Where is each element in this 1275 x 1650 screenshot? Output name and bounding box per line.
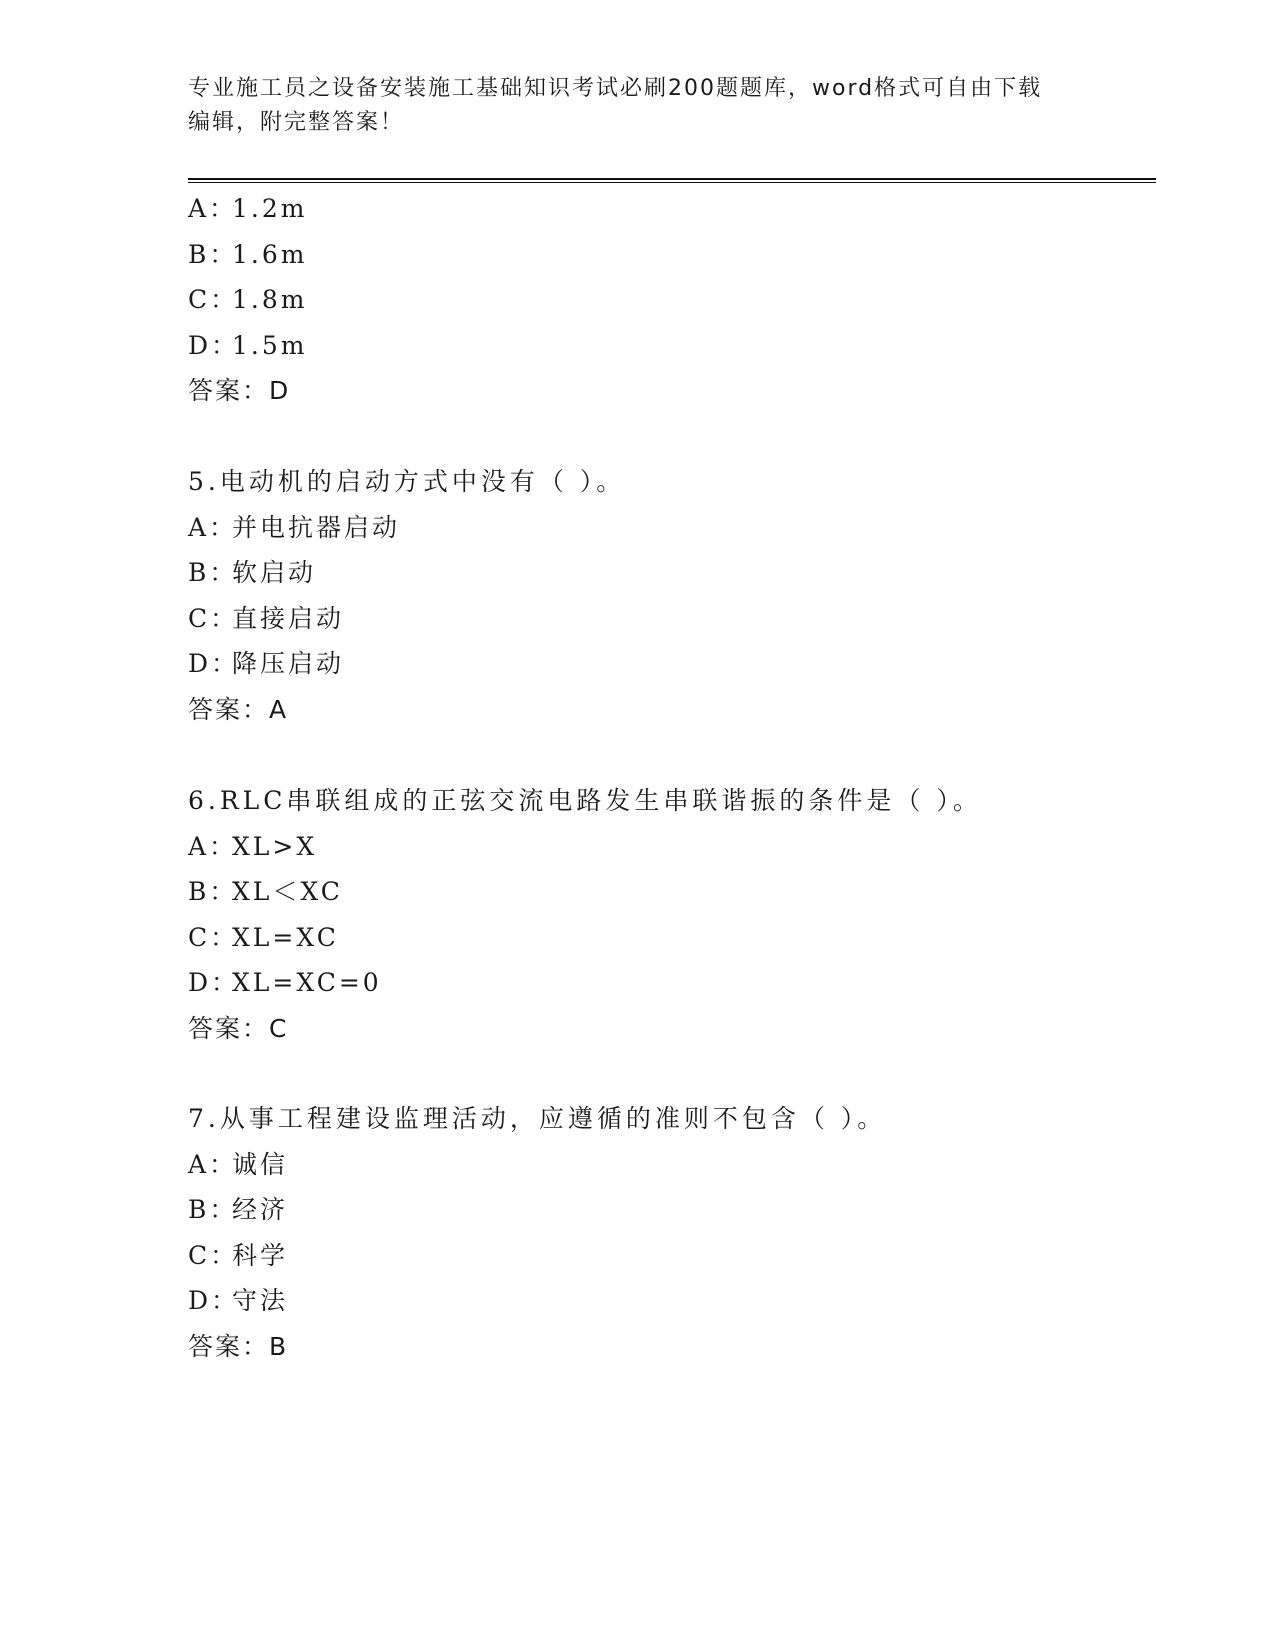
question-6-block <box>188 778 1156 1051</box>
option-text: XL>X <box>232 831 318 861</box>
option-key: D： <box>188 1286 240 1315</box>
option-a <box>188 1142 1156 1188</box>
option-text: 1.8m <box>232 285 308 314</box>
question-text: 6.RLC串联组成的正弦交流电路发生串联谐振的条件是（ ）。 <box>188 786 982 815</box>
header-divider <box>188 178 1156 183</box>
option-key: C： <box>188 1240 239 1270</box>
question-4-block <box>188 186 1156 414</box>
option-text: 守法 <box>232 1286 289 1315</box>
question-text: 7.从事工程建设监理活动，应遵循的准则不包含（ ）。 <box>188 1104 887 1133</box>
option-key: C： <box>188 922 239 952</box>
answer-line: 答案：D <box>188 376 291 405</box>
question-text: 5.电动机的启动方式中没有（ ）。 <box>188 467 626 496</box>
option-b <box>188 869 1156 915</box>
option-text: 经济 <box>232 1195 289 1224</box>
option-c <box>188 915 1156 961</box>
answer-line: 答案：A <box>188 694 289 724</box>
option-text: XL＜XC <box>232 877 343 906</box>
option-key: C： <box>188 603 239 633</box>
option-d <box>188 1278 1156 1324</box>
option-c <box>188 277 1156 323</box>
option-text: XL=XC <box>232 922 339 952</box>
option-key: B： <box>188 239 238 269</box>
header-title-line-1: 专业施工员之设备安装施工基础知识考试必刷200题题库，word格式可自由下载 <box>188 76 1043 101</box>
answer-line: 答案：B <box>188 1331 289 1361</box>
option-b <box>188 232 1156 278</box>
header-title-line-2: 编辑，附完整答案！ <box>188 110 405 135</box>
option-key: A： <box>188 1149 238 1179</box>
option-key: C： <box>188 285 239 314</box>
option-key: A： <box>188 831 238 861</box>
option-b <box>188 1187 1156 1233</box>
question-7-block <box>188 1096 1156 1369</box>
document-header <box>188 72 1088 140</box>
option-text: 1.6m <box>232 239 308 269</box>
option-text: 直接启动 <box>232 603 345 633</box>
answer-line: 答案：C <box>188 1013 289 1043</box>
option-text: 诚信 <box>232 1149 289 1179</box>
option-key: B： <box>188 558 238 587</box>
option-c <box>188 1233 1156 1279</box>
option-text: 并电抗器启动 <box>232 512 401 542</box>
option-key: D： <box>188 330 240 360</box>
option-text: 1.5m <box>232 330 308 360</box>
option-d <box>188 960 1156 1006</box>
option-d <box>188 641 1156 687</box>
question-5-block <box>188 459 1156 732</box>
option-a <box>188 186 1156 232</box>
option-key: D： <box>188 649 240 678</box>
option-text: 软启动 <box>232 558 317 587</box>
option-key: D： <box>188 968 240 997</box>
option-b <box>188 550 1156 596</box>
option-a <box>188 505 1156 551</box>
option-text: XL=XC=0 <box>232 968 382 997</box>
option-key: A： <box>188 512 238 542</box>
option-text: 降压启动 <box>232 649 345 678</box>
option-d <box>188 323 1156 369</box>
option-key: A： <box>188 194 238 223</box>
option-key: B： <box>188 877 238 906</box>
option-c <box>188 596 1156 642</box>
option-a <box>188 824 1156 870</box>
option-text: 1.2m <box>232 194 308 223</box>
option-text: 科学 <box>232 1240 289 1270</box>
option-key: B： <box>188 1195 238 1224</box>
